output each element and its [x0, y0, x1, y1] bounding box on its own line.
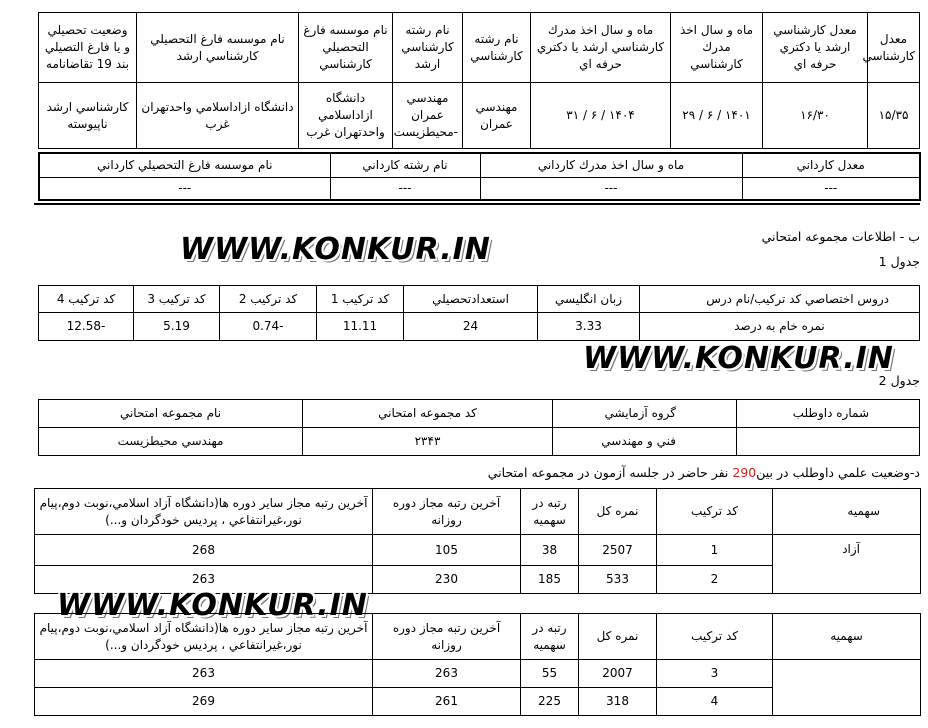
header-associate-institute: نام موسسه فارغ التحصيلي كارداني [39, 153, 330, 177]
quota-rank: 225 [521, 688, 579, 716]
header-master-gpa: معدل كارشناسي ارشد يا دكتري حرفه اي [763, 13, 868, 83]
bachelor-institute: دانشگاه ازاداسلامي واحدتهران غرب [299, 83, 393, 149]
watermark: WWW.KONKUR.IN [180, 232, 491, 267]
raw-score-table [38, 285, 920, 341]
day-rank: 105 [373, 535, 521, 566]
master-gpa: ۱۶/۳۰ [763, 83, 868, 149]
total-score: 533 [579, 566, 657, 594]
header-exam-group: گروه آزمايشي [553, 400, 737, 428]
quota-rank: 55 [521, 660, 579, 688]
header-quota: سهميه [773, 614, 921, 660]
header-exam-name: نام مجموعه امتحاني [39, 400, 303, 428]
associate-gpa: --- [742, 177, 920, 200]
section-b-title: ب - اطلاعات مجموعه امتحاني [761, 229, 920, 244]
header-bachelor-institute: نام موسسه فارغ التحصيلي كارشناسي [299, 13, 393, 83]
bachelor-field: مهندسي عمران [463, 83, 531, 149]
header-total-score: نمره كل [579, 614, 657, 660]
section-divider [34, 203, 920, 205]
quota-rank: 185 [521, 566, 579, 594]
other-rank: 263 [35, 660, 373, 688]
header-associate-field: نام رشته كارداني [330, 153, 480, 177]
header-day-rank: آخرين رتبه مجاز دوره روزانه [373, 489, 521, 535]
education-table [38, 12, 920, 149]
other-rank: 268 [35, 535, 373, 566]
combo-code: 4 [657, 688, 773, 716]
watermark: WWW.KONKUR.IN [583, 341, 894, 376]
associate-table [38, 152, 921, 201]
header-quota: سهميه [773, 489, 921, 535]
exam-group: فني و مهندسي [553, 428, 737, 456]
total-score: 318 [579, 688, 657, 716]
total-score: 2007 [579, 660, 657, 688]
header-master-institute: نام موسسه فارغ التحصيلي كارشناسي ارشد [137, 13, 299, 83]
total-score: 2507 [579, 535, 657, 566]
table1-label: جدول 1 [878, 254, 920, 269]
header-bachelor-field: نام رشته كارشناسي [463, 13, 531, 83]
quota-name: آزاد [773, 535, 921, 594]
education-status: كارشناسي ارشد ناپيوسته [39, 83, 137, 149]
combo-code: 3 [657, 660, 773, 688]
exam-code: ۲۳۴۳ [303, 428, 553, 456]
candidate-number [737, 428, 920, 456]
rank-table-1 [34, 488, 921, 594]
combo-3-score: 5.19 [134, 313, 220, 341]
header-english: زبان انگليسي [538, 286, 640, 313]
day-rank: 230 [373, 566, 521, 594]
quota-name [773, 660, 921, 716]
header-bachelor-date: ماه و سال اخذ مدرك كارشناسي [671, 13, 763, 83]
raw-score-label: نمره خام به درصد [640, 313, 920, 341]
header-combo-3: كد تركيب 3 [134, 286, 220, 313]
master-field: مهندسي عمران -محيطزيست [393, 83, 463, 149]
header-combo-1: كد تركيب 1 [317, 286, 404, 313]
aptitude-score: 24 [404, 313, 538, 341]
header-associate-date: ماه و سال اخذ مدرك كارداني [480, 153, 742, 177]
associate-date: --- [480, 177, 742, 200]
header-combo-2: كد تركيب 2 [220, 286, 317, 313]
header-combo-4: كد تركيب 4 [39, 286, 134, 313]
header-other-rank: آخرين رتبه مجاز ساير دوره ها(دانشگاه آزاد اسلامي،نوبت دوم،پيام نور،غيرانتفاعي ، پرديس خودگردان و...) [35, 614, 373, 660]
english-score: 3.33 [538, 313, 640, 341]
combo-4-score: -12.58 [39, 313, 134, 341]
header-bachelor-gpa: معدل كارشناسي [868, 13, 920, 83]
table-row [35, 535, 921, 566]
bachelor-gpa: ۱۵/۳۵ [868, 83, 920, 149]
master-institute: دانشگاه ازاداسلامي واحدتهران غرب [137, 83, 299, 149]
participant-count: 290 [732, 465, 757, 480]
rank-table-2 [34, 613, 921, 716]
header-course: دروس اختصاصي كد تركيب/نام درس [640, 286, 920, 313]
combo-code: 2 [657, 566, 773, 594]
section-d-after: نفر حاضر در جلسه آزمون در مجموعه امتحاني [487, 465, 729, 480]
header-candidate-number: شماره داوطلب [737, 400, 920, 428]
header-associate-gpa: معدل كارداني [742, 153, 920, 177]
combo-code: 1 [657, 535, 773, 566]
other-rank: 269 [35, 688, 373, 716]
table-row [35, 660, 921, 688]
associate-institute: --- [39, 177, 330, 200]
table2-label: جدول 2 [878, 373, 920, 388]
header-master-date: ماه و سال اخذ مدرك كارشناسي ارشد يا دكتري حرفه اي [531, 13, 671, 83]
header-quota-rank: رتبه در سهميه [521, 614, 579, 660]
associate-field: --- [330, 177, 480, 200]
quota-rank: 38 [521, 535, 579, 566]
header-exam-code: كد مجموعه امتحاني [303, 400, 553, 428]
header-combo-code: كد تركيب [657, 489, 773, 535]
exam-group-table [38, 399, 920, 456]
watermark: WWW.KONKUR.IN [57, 588, 368, 623]
master-date: ۱۴۰۴ / ۶ / ۳۱ [531, 83, 671, 149]
day-rank: 261 [373, 688, 521, 716]
section-d-title [488, 465, 920, 480]
bachelor-date: ۱۴۰۱ / ۶ / ۲۹ [671, 83, 763, 149]
header-master-field: نام رشته كارشناسي ارشد [393, 13, 463, 83]
header-combo-code: كد تركيب [657, 614, 773, 660]
header-aptitude: استعدادتحصيلي [404, 286, 538, 313]
header-quota-rank: رتبه در سهميه [521, 489, 579, 535]
day-rank: 263 [373, 660, 521, 688]
header-total-score: نمره كل [579, 489, 657, 535]
header-day-rank: آخرين رتبه مجاز دوره روزانه [373, 614, 521, 660]
combo-1-score: 11.11 [317, 313, 404, 341]
header-education-status: وضعيت تحصيلي و يا فارغ التصيلي بند 19 تقاضانامه [39, 13, 137, 83]
header-other-rank: آخرين رتبه مجاز ساير دوره ها(دانشگاه آزاد اسلامي،نوبت دوم،پيام نور،غيرانتفاعي ، پرديس خودگردان و...) [35, 489, 373, 535]
other-rank: 263 [35, 566, 373, 594]
section-d-before: د-وضعيت علمي داوطلب در بين [756, 465, 920, 480]
combo-2-score: -0.74 [220, 313, 317, 341]
exam-name: مهندسي محيطزيست [39, 428, 303, 456]
